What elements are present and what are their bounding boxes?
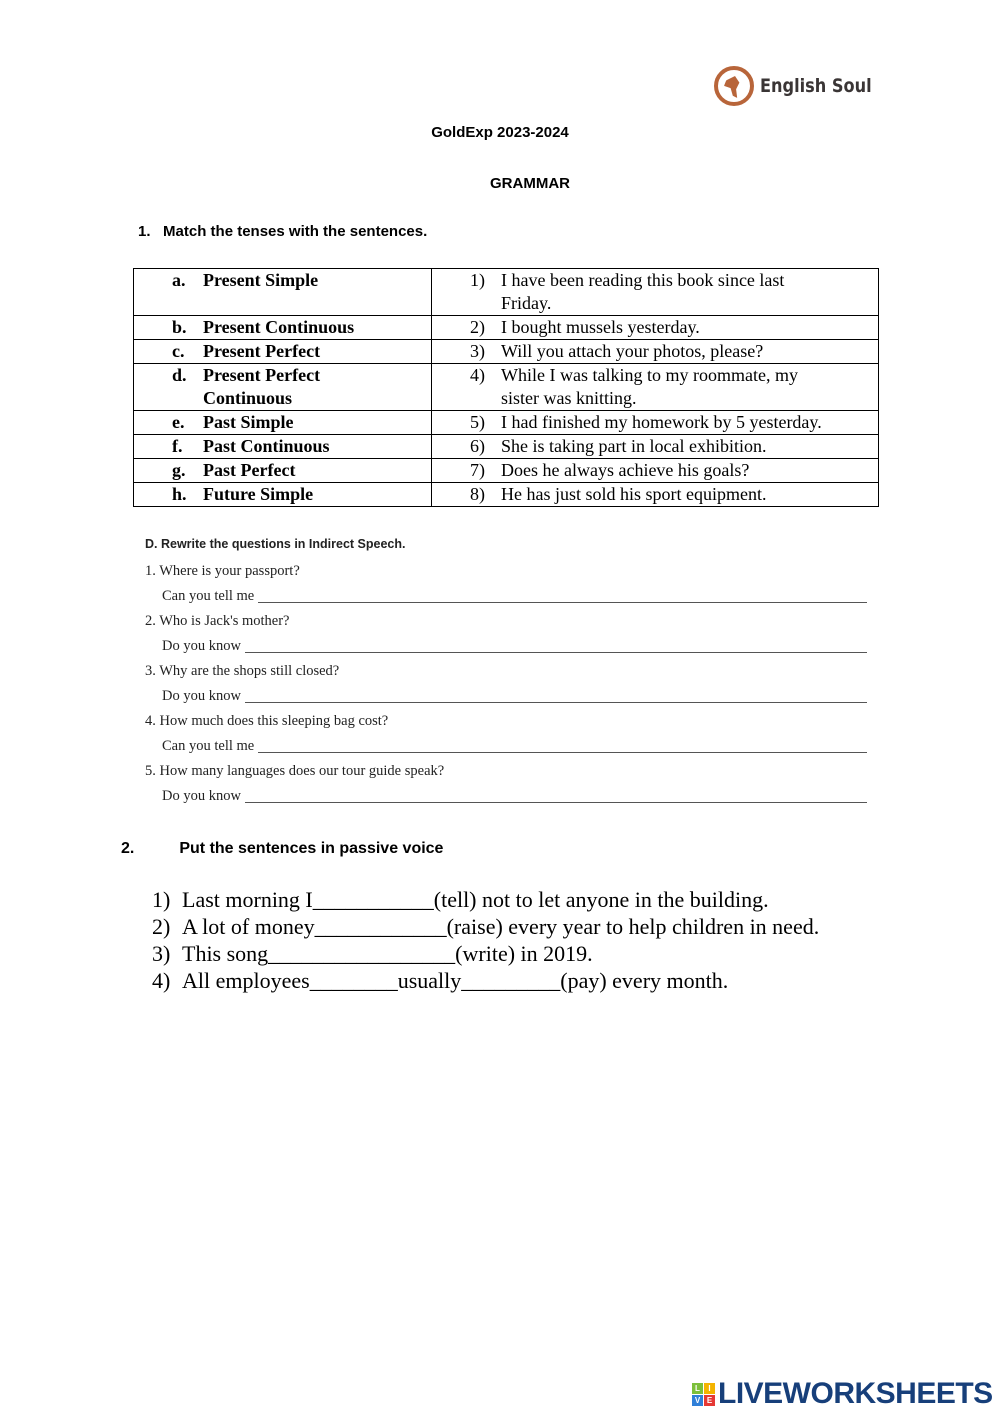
answer-line[interactable] — [245, 684, 867, 703]
tense-cell — [134, 340, 432, 364]
table-row — [134, 364, 879, 411]
answer-prompt: Can you tell me — [162, 588, 255, 604]
sentence-text: sister was knitting. — [501, 388, 637, 408]
answer-prompt: Do you know — [162, 638, 241, 654]
question: 4. How much does this sleeping bag cost? — [145, 713, 389, 729]
sentence-number: 2) — [470, 317, 485, 337]
indirect-speech-section — [145, 537, 875, 809]
task2-title: Put the sentences in passive voice — [179, 840, 444, 857]
tense-name: Present Simple — [203, 270, 319, 290]
table-row — [134, 411, 879, 435]
passive-item[interactable] — [152, 913, 819, 940]
sentence-text: He has just sold his sport equipment. — [501, 484, 767, 504]
tense-letter: h. — [172, 484, 187, 504]
logo-text: English Soul — [760, 75, 872, 97]
tense-cell — [134, 411, 432, 435]
tense-cell — [134, 459, 432, 483]
indirect-heading: D. Rewrite the questions in Indirect Speech. — [145, 537, 406, 551]
live-badge-icon — [692, 1383, 715, 1406]
tense-letter: b. — [172, 317, 187, 337]
sentence-cell — [432, 340, 879, 364]
task2-number: 2. — [121, 840, 135, 857]
tense-letter: g. — [172, 460, 186, 480]
badge-letter: L — [692, 1383, 703, 1394]
question: 5. How many languages does our tour guide speak? — [145, 763, 445, 779]
liveworksheets-text: LIVEWORKSHEETS — [718, 1377, 993, 1410]
answer-prompt: Do you know — [162, 788, 241, 804]
tense-letter: d. — [172, 365, 187, 385]
english-soul-logo — [714, 66, 891, 106]
badge-letter: V — [692, 1395, 703, 1406]
table-row — [134, 459, 879, 483]
answer-line[interactable] — [258, 584, 867, 603]
sentence-text: I have been reading this book since last — [501, 270, 785, 290]
passive-item[interactable] — [152, 886, 819, 913]
sentence-cell — [432, 269, 879, 316]
tense-letter: e. — [172, 412, 185, 432]
badge-letter: E — [704, 1395, 715, 1406]
item-number: 1) — [152, 887, 171, 912]
item-text: This song_________________(write) in 2019. — [182, 941, 593, 966]
table-row — [134, 483, 879, 507]
sentence-number: 6) — [470, 436, 485, 456]
item-number: 2) — [152, 914, 171, 939]
doc-title: GoldExp 2023-2024 — [431, 124, 569, 141]
item-text: Last morning I___________(tell) not to let anyone in the building. — [182, 887, 769, 912]
sentence-cell — [432, 435, 879, 459]
answer-line[interactable] — [245, 634, 867, 653]
globe-icon — [714, 66, 754, 106]
sentence-number: 5) — [470, 412, 485, 432]
tense-name: Continuous — [203, 388, 293, 408]
answer-row — [145, 634, 875, 659]
question: 3. Why are the shops still closed? — [145, 663, 340, 679]
question: 2. Who is Jack's mother? — [145, 613, 290, 629]
tense-name: Present Continuous — [203, 317, 355, 337]
task1-heading — [138, 223, 427, 240]
item-number: 4) — [152, 968, 171, 993]
sentence-text: While I was talking to my roommate, my — [501, 365, 798, 385]
passive-item[interactable] — [152, 967, 819, 994]
answer-line[interactable] — [258, 734, 867, 753]
sentence-text: Does he always achieve his goals? — [501, 460, 750, 480]
tense-name: Past Perfect — [203, 460, 296, 480]
passive-item[interactable] — [152, 940, 819, 967]
sentence-text: Will you attach your photos, please? — [501, 341, 764, 361]
sentence-number: 7) — [470, 460, 485, 480]
tense-letter: a. — [172, 270, 186, 290]
table-row — [134, 316, 879, 340]
tense-name: Present Perfect — [203, 365, 321, 385]
section-heading: GRAMMAR — [490, 175, 570, 192]
tense-cell — [134, 364, 432, 411]
tense-letter: f. — [172, 436, 183, 456]
sentence-text: Friday. — [501, 293, 552, 313]
sentence-cell — [432, 316, 879, 340]
task2-heading — [121, 840, 443, 858]
sentence-text: She is taking part in local exhibition. — [501, 436, 767, 456]
tense-cell — [134, 483, 432, 507]
tense-cell — [134, 316, 432, 340]
sentence-cell — [432, 483, 879, 507]
item-text: All employees________usually_________(pay) every month. — [182, 968, 729, 993]
task1-title: Match the tenses with the sentences. — [163, 223, 428, 240]
sentence-cell — [432, 364, 879, 411]
answer-row — [145, 584, 875, 609]
table-row — [134, 435, 879, 459]
answer-row — [145, 784, 875, 809]
tense-name: Future Simple — [203, 484, 314, 504]
answer-row — [145, 684, 875, 709]
liveworksheets-logo — [692, 1377, 993, 1411]
sentence-number: 4) — [470, 365, 485, 385]
answer-prompt: Do you know — [162, 688, 241, 704]
badge-letter: I — [704, 1383, 715, 1394]
sentence-number: 3) — [470, 341, 485, 361]
passive-list — [152, 886, 819, 994]
table-row — [134, 340, 879, 364]
match-table — [133, 268, 879, 507]
tense-name: Present Perfect — [203, 341, 321, 361]
sentence-cell — [432, 459, 879, 483]
question: 1. Where is your passport? — [145, 563, 300, 579]
tense-name: Past Simple — [203, 412, 294, 432]
tense-name: Past Continuous — [203, 436, 330, 456]
sentence-text: I bought mussels yesterday. — [501, 317, 700, 337]
answer-line[interactable] — [245, 784, 867, 803]
tense-cell — [134, 269, 432, 316]
item-number: 3) — [152, 941, 171, 966]
table-row — [134, 269, 879, 316]
tense-letter: c. — [172, 341, 185, 361]
task1-number: 1. — [138, 223, 151, 240]
sentence-number: 1) — [470, 270, 485, 290]
answer-prompt: Can you tell me — [162, 738, 255, 754]
item-text: A lot of money____________(raise) every year to help children in need. — [182, 914, 820, 939]
sentence-number: 8) — [470, 484, 485, 504]
sentence-cell — [432, 411, 879, 435]
sentence-text: I had finished my homework by 5 yesterday. — [501, 412, 822, 432]
answer-row — [145, 734, 875, 759]
tense-cell — [134, 435, 432, 459]
